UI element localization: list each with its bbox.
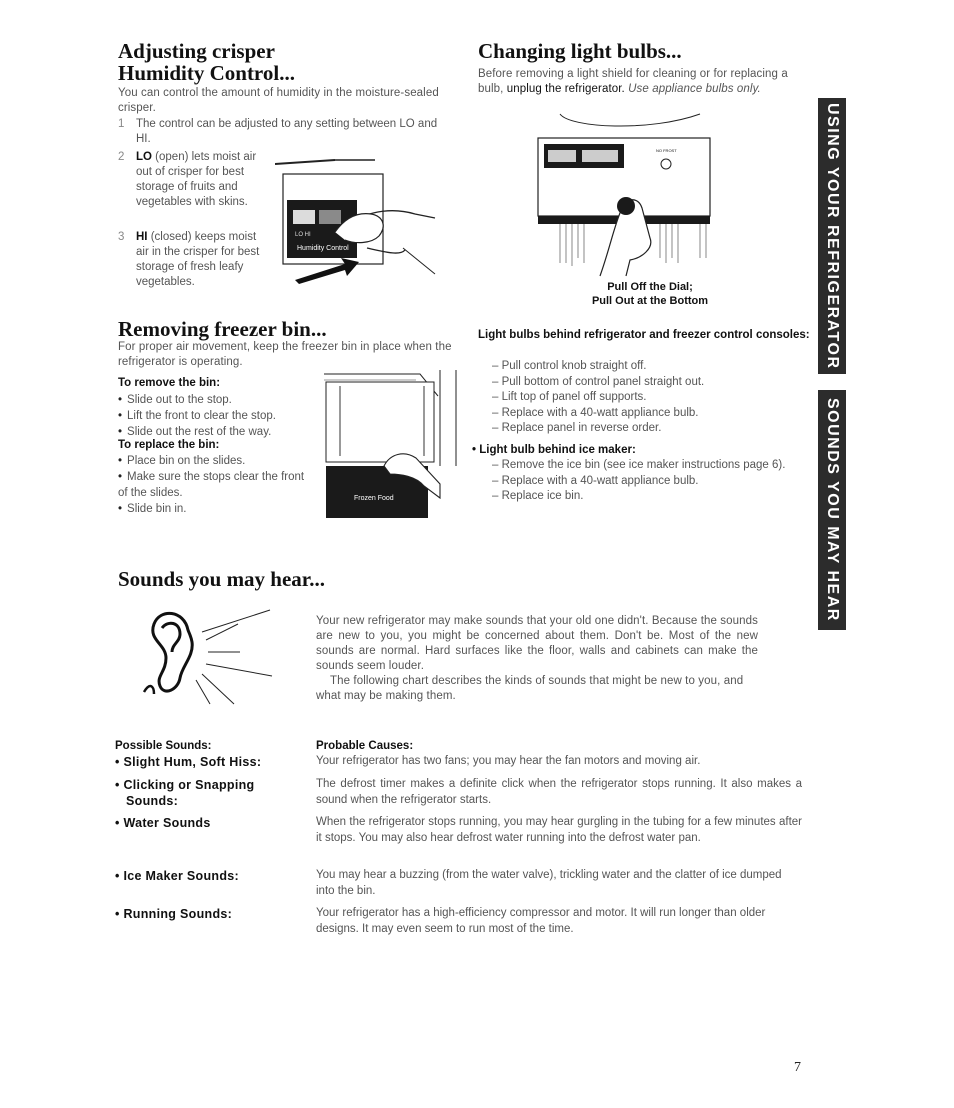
sound-row-2-label: • Clicking or Snapping Sounds:: [115, 777, 295, 809]
list-item: – Pull bottom of control panel straight out.: [492, 375, 705, 388]
list-item: • Slide out to the stop.: [118, 392, 323, 408]
list-item: – Replace ice bin.: [492, 490, 584, 502]
intro-text: Before removing a light shield for cleaning or for replacing a bulb,: [478, 68, 788, 95]
step-bold: HI: [136, 231, 148, 243]
tab-using-your-refrigerator: USING YOUR REFRIGERATOR: [818, 98, 846, 374]
sound-row-5-label: • Running Sounds:: [115, 906, 295, 922]
remove-bin-list: [118, 392, 323, 440]
intro-bold: unplug the refrigerator.: [506, 83, 625, 95]
step-text: (closed) keeps moist air in the crisper for best storage of fresh leafy vegetables.: [136, 231, 260, 288]
bulbs-title: Changing light bulbs...: [478, 39, 682, 63]
sound-row-4-cause: You may hear a buzzing (from the water valve), trickling water and the clatter of ice dumped into the bin.: [316, 869, 782, 897]
consoles-heading: Light bulbs behind refrigerator and freezer control consoles:: [478, 329, 810, 341]
sound-row-2-cause: The defrost timer makes a definite click when the refrigerator stops running. It also makes a sound when the refrigerator starts.: [316, 778, 802, 806]
caption-line1: Pull Off the Dial;: [607, 281, 693, 293]
replace-bin-heading: To replace the bin:: [118, 439, 220, 451]
crisper-step-2: [118, 150, 270, 210]
panel-marks: LO HI: [295, 232, 311, 238]
list-item: – Replace with a 40-watt appliance bulb.: [492, 474, 699, 487]
sounds-title: Sounds you may hear...: [118, 567, 325, 591]
list-item: – Replace panel in reverse order.: [492, 422, 662, 434]
sounds-intro-2: The following chart describes the kinds of sounds that might be new to you, and what may be making them.: [316, 675, 744, 702]
probable-causes-heading: Probable Causes:: [316, 740, 414, 752]
crisper-step-1: [118, 117, 454, 147]
humidity-control-illustration: [275, 152, 455, 302]
sounds-intro-1: Your new refrigerator may make sounds that your old one didn't. Because the sounds are new to you, you might be concerned about them. Don't be. Most of the new sounds are normal. Hard surfaces like the floor, walls and cabinets can make the sounds seem louder.: [316, 615, 758, 672]
bulbs-intro: [478, 67, 810, 97]
icemaker-steps: [488, 458, 810, 505]
sound-row-3-cause: When the refrigerator stops running, you may hear gurgling in the tubing for a few minutes after it stops. You may also hear defrost water running into the defrost water pan.: [316, 816, 802, 844]
remove-bin-heading: To remove the bin:: [118, 377, 221, 389]
consoles-steps: [488, 359, 810, 437]
step-text: (open) lets moist air out of crisper for best storage of fruits and vegetables with skins.: [136, 151, 257, 208]
sound-row-1-cause: Your refrigerator has two fans; you may hear the fan motors and moving air.: [316, 755, 701, 767]
list-item: • Place bin on the slides.: [118, 453, 313, 469]
illustration-caption: [560, 280, 740, 308]
step-number: 2: [118, 151, 125, 163]
list-item: • Slide bin in.: [118, 501, 313, 517]
ear-icon: [140, 600, 290, 710]
list-item: • Make sure the stops clear the front of the slides.: [118, 469, 313, 501]
crisper-step-3: [118, 230, 270, 290]
sound-row-3-label: • Water Sounds: [115, 815, 295, 831]
bin-label: Frozen Food: [354, 495, 394, 502]
step-text: The control can be adjusted to any setting between LO and HI.: [136, 118, 438, 145]
crisper-title-line1: Adjusting crisper: [118, 39, 275, 63]
panel-mark: NO FROST: [656, 148, 677, 153]
list-item: – Remove the ice bin (see ice maker instructions page 6).: [492, 459, 786, 471]
caption-line2: Pull Out at the Bottom: [591, 295, 709, 307]
freezer-title: Removing freezer bin...: [118, 317, 327, 341]
list-item: – Pull control knob straight off.: [492, 360, 647, 372]
sound-row-1-label: • Slight Hum, Soft Hiss:: [115, 754, 295, 770]
sound-row-5-cause: Your refrigerator has a high-efficiency compressor and motor. It will run longer than older designs. It may even seem to run most of the time.: [316, 907, 766, 935]
list-item: – Lift top of panel off supports.: [492, 391, 647, 403]
list-item: • Slide out the rest of the way.: [118, 424, 323, 440]
freezer-intro: For proper air movement, keep the freezer bin in place when the refrigerator is operating.: [118, 341, 452, 368]
intro-italic: Use appliance bulbs only.: [624, 83, 761, 95]
sound-row-4-label: • Ice Maker Sounds:: [115, 868, 295, 884]
step-number: 1: [118, 118, 125, 130]
crisper-intro: You can control the amount of humidity in the moisture-sealed crisper.: [118, 87, 439, 114]
replace-bin-list: [118, 453, 313, 517]
icemaker-heading: • Light bulb behind ice maker:: [472, 444, 636, 456]
possible-sounds-heading: Possible Sounds:: [115, 740, 212, 752]
list-item: – Replace with a 40-watt appliance bulb.: [492, 406, 699, 419]
panel-label: Humidity Control: [297, 245, 349, 252]
step-number: 3: [118, 231, 125, 243]
tab-sounds-you-may-hear: SOUNDS YOU MAY HEAR: [818, 390, 846, 630]
page-number: 7: [794, 1060, 801, 1075]
freezer-bin-illustration: [320, 366, 460, 526]
control-panel-illustration: [530, 108, 720, 278]
crisper-title-line2: Humidity Control...: [118, 61, 295, 85]
step-bold: LO: [136, 151, 152, 163]
list-item: • Lift the front to clear the stop.: [118, 408, 323, 424]
